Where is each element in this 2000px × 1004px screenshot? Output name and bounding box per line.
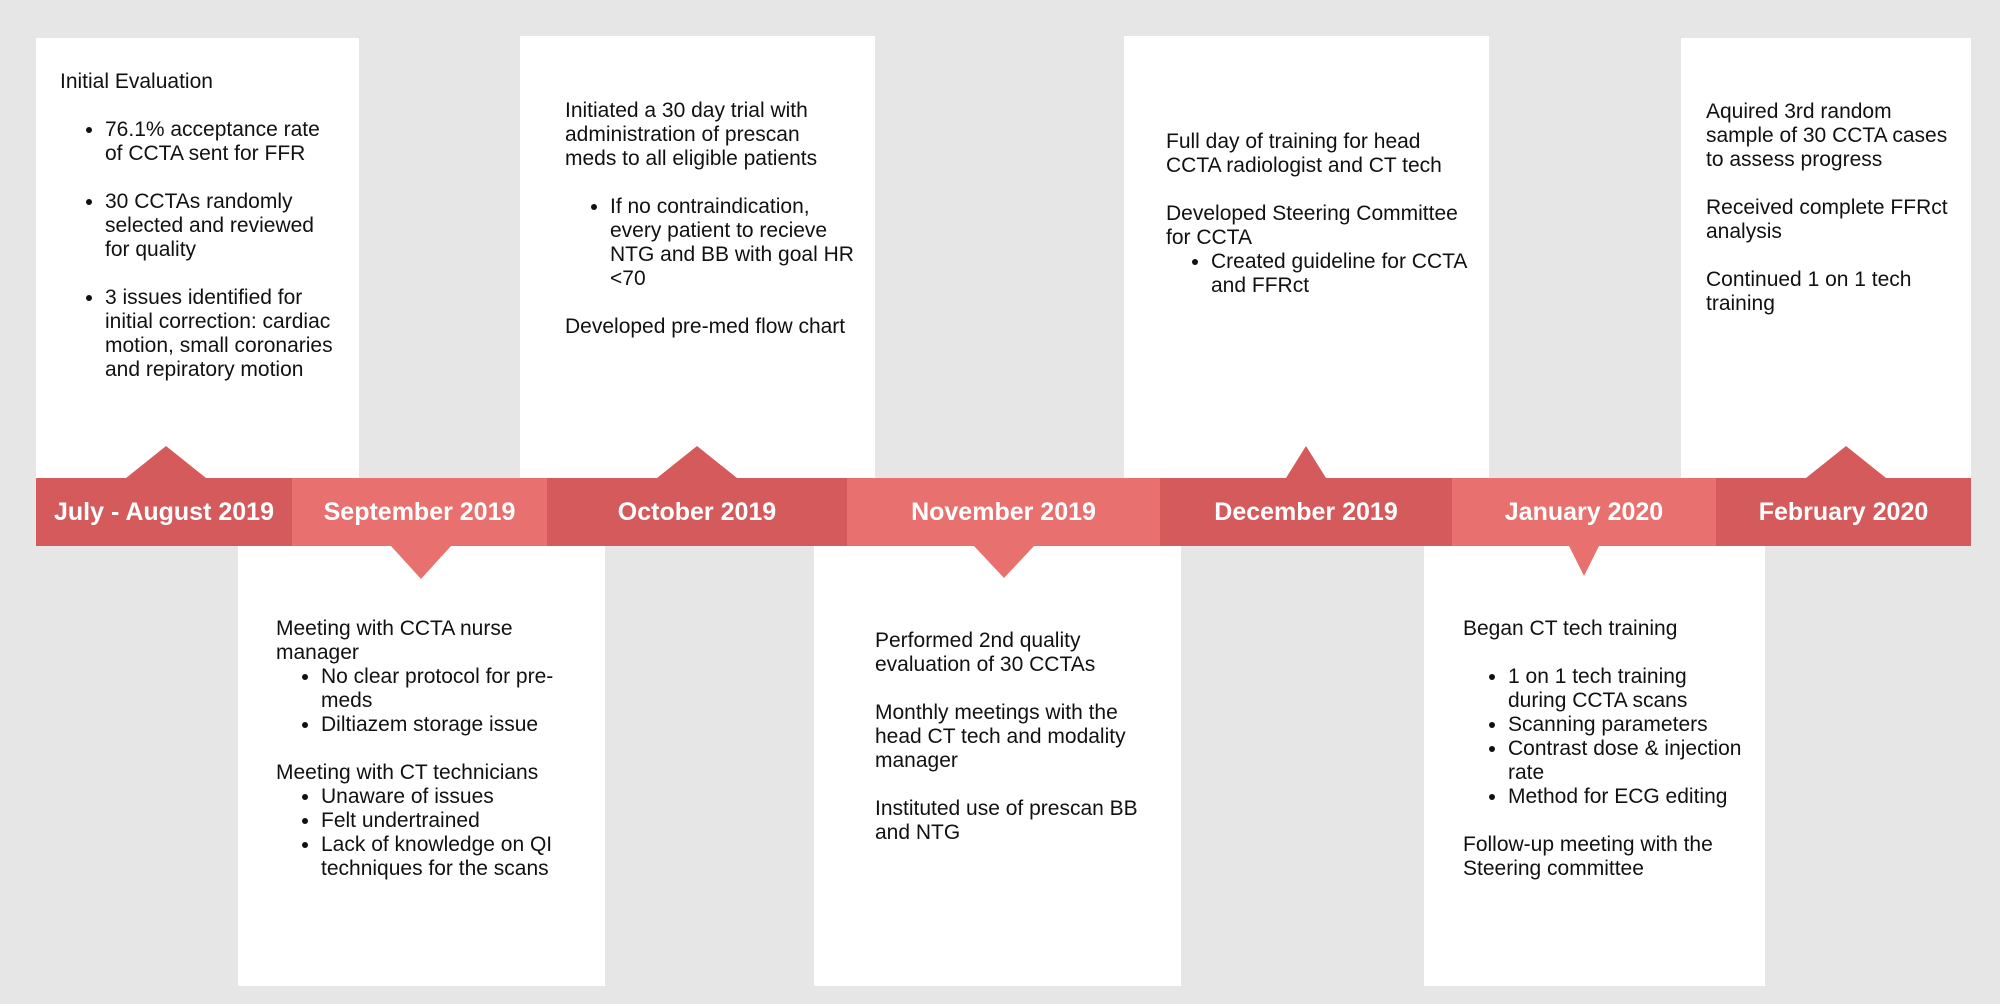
- list-item: • Unaware of issues: [321, 785, 585, 809]
- pointer-up-october: [657, 446, 737, 478]
- list-item: • Diltiazem storage issue: [321, 713, 585, 737]
- card-heading: Meeting with CT technicians: [276, 761, 539, 784]
- pointer-up-february: [1806, 446, 1886, 478]
- card-september: [238, 546, 605, 986]
- list-item: • 1 on 1 tech training during CCTA scans: [1508, 665, 1745, 713]
- timeline-segment-january: January 2020: [1452, 478, 1716, 546]
- card-bullets: [565, 195, 855, 291]
- timeline-segment-february: February 2020: [1716, 478, 1971, 546]
- timeline-segment-december: December 2019: [1160, 478, 1452, 546]
- card-bullets: [276, 785, 585, 881]
- list-item: • Scanning parameters: [1508, 713, 1745, 737]
- pointer-up-jul-aug: [126, 446, 206, 478]
- card-heading: Began CT tech training: [1463, 617, 1678, 640]
- card-paragraph: Aquired 3rd random sample of 30 CCTA cases to assess progress: [1706, 100, 1948, 171]
- card-paragraph: Performed 2nd quality evaluation of 30 CCTAs: [875, 629, 1096, 676]
- list-item: • If no contraindication, every patient to recieve NTG and BB with goal HR <70: [610, 195, 855, 291]
- list-item: • No clear protocol for pre-meds: [321, 665, 585, 713]
- card-paragraph: Monthly meetings with the head CT tech and modality manager: [875, 701, 1126, 772]
- list-item: • Method for ECG editing: [1508, 785, 1745, 809]
- card-october: [520, 36, 875, 478]
- list-item: • 30 CCTAs randomly selected and reviewed for quality: [105, 190, 339, 262]
- card-bullets: [276, 665, 585, 737]
- timeline-segment-jul-aug: July - August 2019: [36, 478, 292, 546]
- card-bullets: [60, 118, 339, 382]
- card-heading: Meeting with CCTA nurse manager: [276, 617, 513, 664]
- card-bullets: [1166, 250, 1469, 298]
- card-paragraph: Instituted use of prescan BB and NTG: [875, 797, 1138, 844]
- card-paragraph: Developed Steering Committee for CCTA: [1166, 202, 1458, 249]
- pointer-down-january: [1569, 546, 1599, 576]
- card-jul-aug: [36, 38, 359, 478]
- card-december: [1124, 36, 1489, 478]
- card-paragraph: Continued 1 on 1 tech training: [1706, 268, 1912, 315]
- list-item: • Felt undertrained: [321, 809, 585, 833]
- list-item: • Created guideline for CCTA and FFRct: [1211, 250, 1469, 298]
- timeline-segment-november: November 2019: [847, 478, 1160, 546]
- card-paragraph: Initiated a 30 day trial with administration of prescan meds to all eligible patients: [565, 99, 818, 170]
- pointer-up-december: [1286, 446, 1326, 478]
- list-item: • 3 issues identified for initial correction: cardiac motion, small coronaries and repiratory motion: [105, 286, 339, 382]
- card-paragraph: Follow-up meeting with the Steering committee: [1463, 833, 1713, 880]
- card-paragraph: Full day of training for head CCTA radiologist and CT tech: [1166, 130, 1442, 177]
- pointer-down-november: [974, 546, 1034, 578]
- card-heading: Initial Evaluation: [60, 70, 213, 93]
- card-bullets: [1463, 665, 1745, 809]
- list-item: • Contrast dose & injection rate: [1508, 737, 1745, 785]
- timeline-segment-september: September 2019: [292, 478, 547, 546]
- list-item: • Lack of knowledge on QI techniques for the scans: [321, 833, 585, 881]
- card-february: [1681, 38, 1971, 478]
- card-january: [1424, 546, 1765, 986]
- card-paragraph: Developed pre-med flow chart: [565, 315, 846, 338]
- list-item: • 76.1% acceptance rate of CCTA sent for FFR: [105, 118, 339, 166]
- card-paragraph: Received complete FFRct analysis: [1706, 196, 1948, 243]
- timeline-segment-october: October 2019: [547, 478, 847, 546]
- card-november: [814, 546, 1181, 986]
- pointer-down-september: [391, 546, 451, 579]
